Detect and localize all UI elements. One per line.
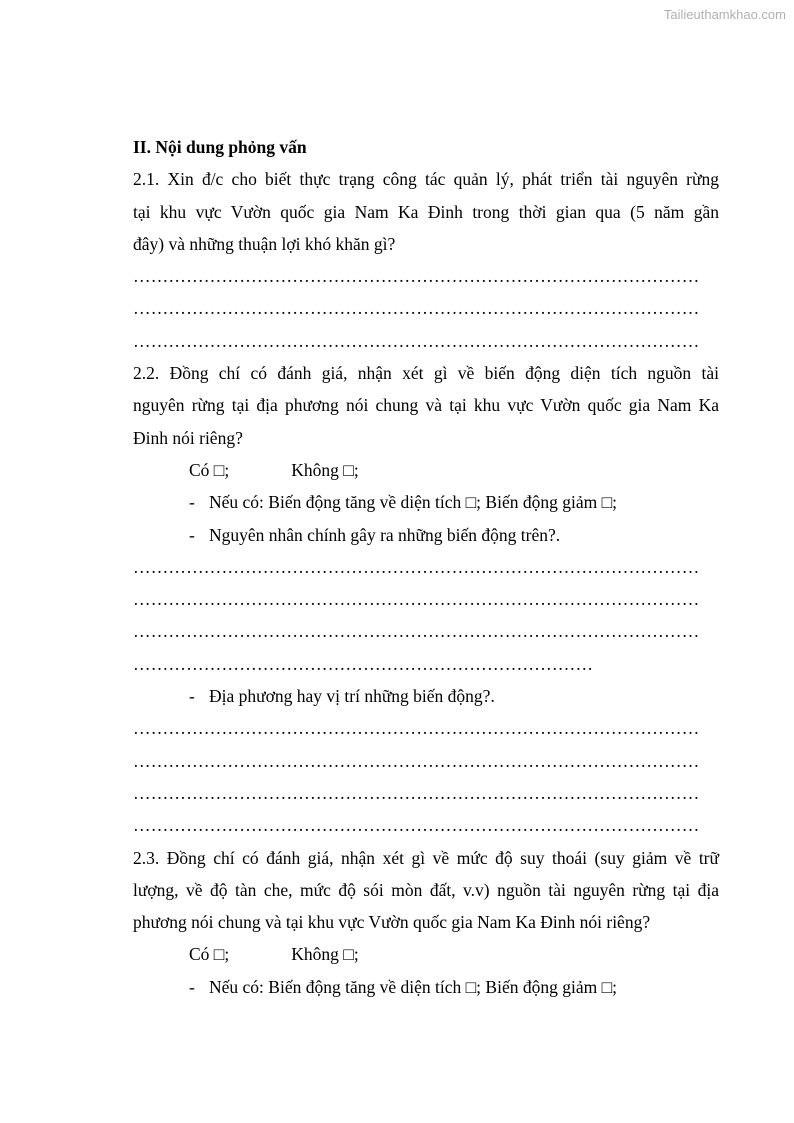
- answer-dots[interactable]: ……………………………………………………………………: [133, 653, 594, 674]
- answer-dots[interactable]: ……………………………………………………………………………………: [133, 782, 700, 803]
- q1-line-3: đây) và những thuận lợi khó khăn gì?: [133, 233, 396, 254]
- answer-dots[interactable]: ……………………………………………………………………………………: [133, 815, 700, 836]
- q2-yes-no: [133, 454, 719, 486]
- q2-line-2: nguyên rừng tại địa phương nói chung và tại khu vực Vườn quốc gia Nam Ka: [133, 395, 719, 416]
- q2-line-1: 2.2. Đồng chí có đánh giá, nhận xét gì về biến động diện tích nguồn tài: [133, 363, 719, 384]
- answer-dots[interactable]: ……………………………………………………………………………………: [133, 330, 700, 351]
- q2-yes-option[interactable]: Có □;: [189, 459, 230, 480]
- bullet-dash: -: [189, 976, 195, 997]
- q3-no-option[interactable]: Không □;: [291, 944, 359, 965]
- q2-line-3: Đinh nói riêng?: [133, 427, 243, 448]
- q2-if-yes: [133, 486, 719, 518]
- bullet-dash: -: [189, 686, 195, 707]
- q1-line-2: tại khu vực Vườn quốc gia Nam Ka Đinh trong thời gian qua (5 năm gần: [133, 201, 719, 222]
- q2-no-option[interactable]: Không □;: [291, 459, 359, 480]
- q3-yes-no: [133, 938, 719, 970]
- answer-dots[interactable]: ……………………………………………………………………………………: [133, 621, 700, 642]
- document-page: [133, 131, 719, 1003]
- answer-dots[interactable]: ……………………………………………………………………………………: [133, 266, 700, 287]
- answer-dots[interactable]: ……………………………………………………………………………………: [133, 750, 700, 771]
- bullet-dash: -: [189, 492, 195, 513]
- q1-line-1: 2.1. Xin đ/c cho biết thực trạng công tác quản lý, phát triển tài nguyên rừng: [133, 169, 719, 190]
- q2-if-yes-text[interactable]: Nếu có: Biến động tăng về diện tích □; Biến động giảm □;: [209, 492, 618, 513]
- q3-if-yes-text[interactable]: Nếu có: Biến động tăng về diện tích □; Biến động giảm □;: [209, 976, 618, 997]
- watermark: Tailieuthamkhao.com: [663, 7, 786, 22]
- q3-line-3: phương nói chung và tại khu vực Vườn quốc gia Nam Ka Đinh nói riêng?: [133, 912, 651, 933]
- answer-dots[interactable]: ……………………………………………………………………………………: [133, 298, 700, 319]
- section-title: II. Nội dung phỏng vấn: [133, 137, 307, 157]
- bullet-dash: -: [189, 524, 195, 545]
- answer-dots[interactable]: ……………………………………………………………………………………: [133, 718, 700, 739]
- q2-location: [133, 680, 719, 712]
- q2-cause: [133, 519, 719, 551]
- q2-location-text: Địa phương hay vị trí những biến động?.: [209, 686, 495, 707]
- q3-if-yes: [133, 971, 719, 1003]
- q3-line-1: 2.3. Đồng chí có đánh giá, nhận xét gì về mức độ suy thoái (suy giảm về trữ: [133, 847, 719, 868]
- answer-dots[interactable]: ……………………………………………………………………………………: [133, 589, 700, 610]
- q3-yes-option[interactable]: Có □;: [189, 944, 230, 965]
- q2-cause-text: Nguyên nhân chính gây ra những biến động trên?.: [209, 524, 561, 545]
- answer-dots[interactable]: ……………………………………………………………………………………: [133, 556, 700, 577]
- q3-line-2: lượng, về độ tàn che, mức độ sói mòn đất, v.v) nguồn tài nguyên rừng tại địa: [133, 879, 719, 900]
